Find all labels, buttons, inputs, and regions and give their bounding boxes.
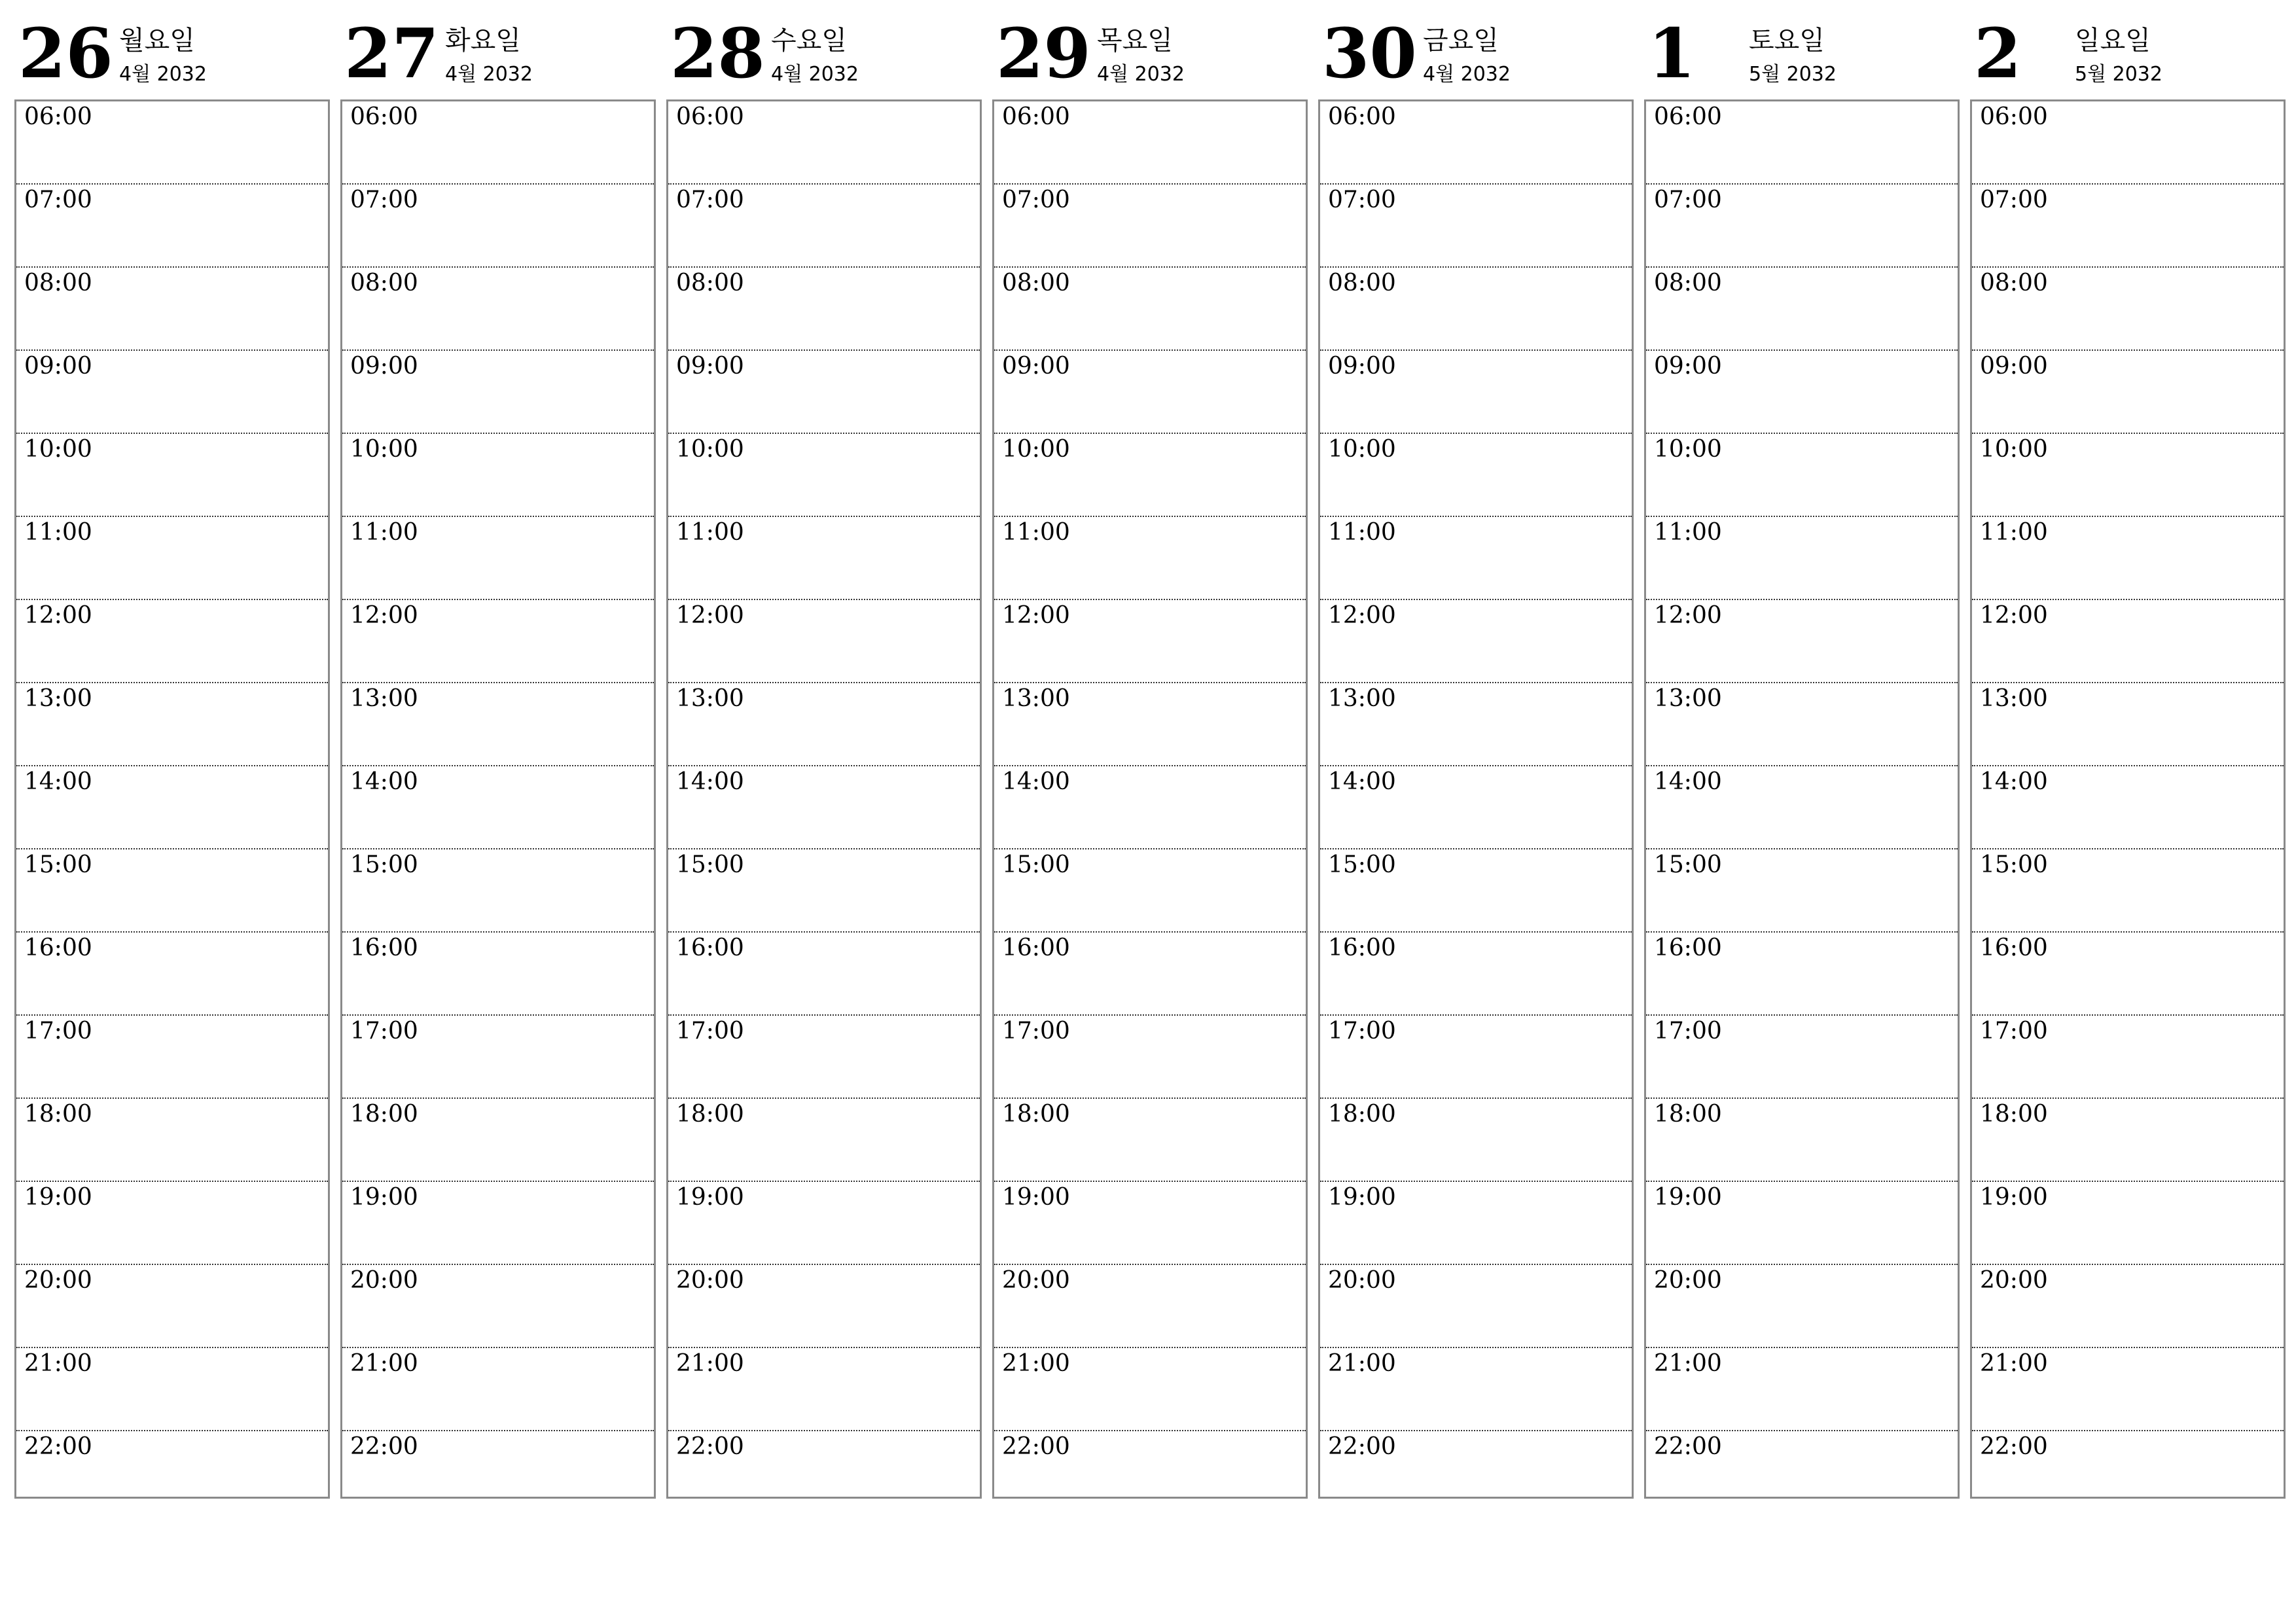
time-label: 16:00: [350, 935, 418, 961]
time-slot[interactable]: [342, 1099, 654, 1182]
time-slot[interactable]: [16, 1016, 328, 1099]
time-slot[interactable]: [1646, 1431, 1958, 1513]
day-header: [14, 0, 329, 99]
time-slots: [992, 99, 1308, 1499]
time-slot[interactable]: [342, 1265, 654, 1348]
time-label: 16:00: [676, 935, 744, 961]
time-label: 17:00: [24, 1018, 92, 1044]
day-header: [992, 0, 1306, 99]
time-label: 06:00: [1328, 103, 1396, 130]
time-label: 08:00: [1654, 270, 1722, 296]
time-label: 11:00: [1980, 519, 2048, 546]
time-slot[interactable]: [1646, 101, 1958, 185]
time-label: 14:00: [1002, 768, 1070, 795]
time-slot[interactable]: [342, 185, 654, 268]
month-year: 4월 2032: [771, 63, 859, 86]
time-label: 06:00: [24, 103, 92, 130]
time-slot[interactable]: [16, 1182, 328, 1265]
time-slot[interactable]: [342, 268, 654, 351]
time-slots: [1318, 99, 1634, 1499]
time-label: 09:00: [1654, 353, 1722, 380]
time-label: 08:00: [24, 270, 92, 296]
time-slot[interactable]: [994, 933, 1306, 1016]
day-header: [1318, 0, 1632, 99]
time-label: 15:00: [1002, 851, 1070, 878]
time-label: 16:00: [1980, 935, 2048, 961]
time-label: 20:00: [1328, 1267, 1396, 1294]
time-slot[interactable]: [1646, 933, 1958, 1016]
time-slot[interactable]: [1646, 1016, 1958, 1099]
time-slot[interactable]: [1972, 268, 2284, 351]
time-label: 18:00: [1002, 1101, 1070, 1128]
time-label: 14:00: [1980, 768, 2048, 795]
time-slot[interactable]: [668, 101, 980, 185]
time-slot[interactable]: [342, 766, 654, 849]
time-slot[interactable]: [16, 600, 328, 683]
time-label: 19:00: [1328, 1184, 1396, 1211]
month-year: 4월 2032: [119, 63, 207, 86]
time-label: 11:00: [24, 519, 92, 546]
time-slot[interactable]: [1320, 1348, 1632, 1431]
time-label: 22:00: [676, 1433, 744, 1460]
time-slot[interactable]: [16, 268, 328, 351]
time-label: 22:00: [350, 1433, 418, 1460]
time-slot[interactable]: [994, 268, 1306, 351]
time-label: 13:00: [676, 685, 744, 712]
day-column: [340, 0, 655, 1499]
time-slots: [340, 99, 656, 1499]
time-slot[interactable]: [16, 1348, 328, 1431]
time-label: 17:00: [350, 1018, 418, 1044]
time-label: 17:00: [1980, 1018, 2048, 1044]
time-label: 21:00: [1654, 1350, 1722, 1377]
time-slot[interactable]: [668, 1431, 980, 1513]
time-label: 15:00: [676, 851, 744, 878]
month-year: 4월 2032: [1097, 63, 1185, 86]
time-label: 10:00: [1002, 436, 1070, 463]
time-slot[interactable]: [668, 600, 980, 683]
time-label: 12:00: [350, 602, 418, 629]
time-slot[interactable]: [1972, 1431, 2284, 1513]
month-year: 5월 2032: [2075, 63, 2162, 86]
time-slot[interactable]: [1320, 517, 1632, 600]
time-slot[interactable]: [16, 683, 328, 766]
time-slot[interactable]: [1646, 1348, 1958, 1431]
time-slot[interactable]: [16, 933, 328, 1016]
day-column: [1970, 0, 2284, 1499]
time-label: 07:00: [24, 187, 92, 213]
time-slot[interactable]: [668, 434, 980, 517]
time-label: 07:00: [350, 187, 418, 213]
time-slot[interactable]: [994, 600, 1306, 683]
time-label: 17:00: [1654, 1018, 1722, 1044]
time-label: 17:00: [676, 1018, 744, 1044]
day-number: 30: [1322, 13, 1417, 94]
time-slot[interactable]: [668, 1099, 980, 1182]
time-label: 19:00: [676, 1184, 744, 1211]
time-label: 18:00: [1654, 1101, 1722, 1128]
time-label: 08:00: [1328, 270, 1396, 296]
time-slot[interactable]: [1320, 434, 1632, 517]
time-slot[interactable]: [1972, 1348, 2284, 1431]
weekday-name: 금요일: [1423, 26, 1499, 56]
time-label: 15:00: [1654, 851, 1722, 878]
time-label: 21:00: [1980, 1350, 2048, 1377]
time-slot[interactable]: [1320, 683, 1632, 766]
time-label: 13:00: [1002, 685, 1070, 712]
time-slot[interactable]: [1320, 185, 1632, 268]
time-slot[interactable]: [1320, 600, 1632, 683]
time-slot[interactable]: [668, 1348, 980, 1431]
time-slot[interactable]: [16, 185, 328, 268]
time-label: 21:00: [350, 1350, 418, 1377]
time-slot[interactable]: [16, 1265, 328, 1348]
day-number: 26: [18, 13, 113, 94]
time-label: 22:00: [1654, 1433, 1722, 1460]
time-label: 14:00: [24, 768, 92, 795]
time-slot[interactable]: [16, 849, 328, 933]
time-label: 22:00: [1002, 1433, 1070, 1460]
time-slot[interactable]: [1972, 351, 2284, 434]
time-label: 17:00: [1002, 1018, 1070, 1044]
weekday-name: 일요일: [2075, 26, 2151, 56]
time-label: 22:00: [24, 1433, 92, 1460]
time-label: 10:00: [1654, 436, 1722, 463]
time-label: 20:00: [676, 1267, 744, 1294]
time-label: 11:00: [350, 519, 418, 546]
time-label: 11:00: [1002, 519, 1070, 546]
time-slots: [1644, 99, 1960, 1499]
time-slot[interactable]: [1972, 683, 2284, 766]
time-slot[interactable]: [1972, 600, 2284, 683]
time-label: 06:00: [350, 103, 418, 130]
day-number: 1: [1648, 13, 1696, 94]
time-label: 09:00: [1980, 353, 2048, 380]
time-label: 08:00: [1002, 270, 1070, 296]
time-label: 13:00: [24, 685, 92, 712]
month-year: 4월 2032: [445, 63, 533, 86]
time-label: 16:00: [24, 935, 92, 961]
time-label: 14:00: [676, 768, 744, 795]
time-label: 21:00: [1002, 1350, 1070, 1377]
time-slot[interactable]: [1320, 1265, 1632, 1348]
time-slot[interactable]: [16, 517, 328, 600]
time-label: 06:00: [1980, 103, 2048, 130]
time-label: 12:00: [1980, 602, 2048, 629]
time-label: 06:00: [676, 103, 744, 130]
time-label: 15:00: [1328, 851, 1396, 878]
time-slot[interactable]: [1646, 600, 1958, 683]
time-label: 06:00: [1654, 103, 1722, 130]
time-label: 18:00: [1328, 1101, 1396, 1128]
time-label: 14:00: [1328, 768, 1396, 795]
time-label: 09:00: [350, 353, 418, 380]
time-slot[interactable]: [1320, 268, 1632, 351]
time-label: 09:00: [1002, 353, 1070, 380]
time-slot[interactable]: [994, 1099, 1306, 1182]
day-column: [992, 0, 1306, 1499]
day-column: [1318, 0, 1632, 1499]
time-label: 09:00: [676, 353, 744, 380]
time-label: 10:00: [24, 436, 92, 463]
time-slot[interactable]: [342, 1348, 654, 1431]
time-slot[interactable]: [1646, 517, 1958, 600]
weekday-name: 월요일: [119, 26, 195, 56]
time-label: 20:00: [24, 1267, 92, 1294]
time-label: 13:00: [1654, 685, 1722, 712]
time-slot[interactable]: [668, 1182, 980, 1265]
time-slot[interactable]: [16, 1099, 328, 1182]
time-label: 07:00: [1002, 187, 1070, 213]
time-label: 18:00: [24, 1101, 92, 1128]
time-slot[interactable]: [342, 933, 654, 1016]
time-label: 13:00: [1328, 685, 1396, 712]
time-slot[interactable]: [1320, 933, 1632, 1016]
time-label: 11:00: [1328, 519, 1396, 546]
time-label: 14:00: [1654, 768, 1722, 795]
time-slot[interactable]: [16, 1431, 328, 1513]
time-slot[interactable]: [668, 517, 980, 600]
time-label: 12:00: [1002, 602, 1070, 629]
time-slot[interactable]: [1972, 517, 2284, 600]
time-label: 11:00: [1654, 519, 1722, 546]
time-slot[interactable]: [994, 1431, 1306, 1513]
time-slot[interactable]: [1646, 434, 1958, 517]
time-slot[interactable]: [1972, 434, 2284, 517]
time-label: 18:00: [676, 1101, 744, 1128]
time-label: 19:00: [350, 1184, 418, 1211]
time-slot[interactable]: [1320, 1016, 1632, 1099]
time-slot[interactable]: [1646, 185, 1958, 268]
time-slot[interactable]: [1646, 1265, 1958, 1348]
time-slot[interactable]: [342, 101, 654, 185]
time-slot[interactable]: [994, 434, 1306, 517]
time-label: 10:00: [350, 436, 418, 463]
time-label: 11:00: [676, 519, 744, 546]
time-slots: [1970, 99, 2286, 1499]
time-slot[interactable]: [994, 1348, 1306, 1431]
time-label: 13:00: [1980, 685, 2048, 712]
time-label: 18:00: [350, 1101, 418, 1128]
day-column: [666, 0, 980, 1499]
time-slot[interactable]: [16, 351, 328, 434]
time-slot[interactable]: [342, 434, 654, 517]
time-label: 15:00: [350, 851, 418, 878]
month-year: 4월 2032: [1423, 63, 1511, 86]
time-slot[interactable]: [994, 766, 1306, 849]
time-slot[interactable]: [1646, 1182, 1958, 1265]
time-slot[interactable]: [1320, 1431, 1632, 1513]
time-slot[interactable]: [1646, 849, 1958, 933]
time-slot[interactable]: [1972, 849, 2284, 933]
time-slot[interactable]: [1320, 1099, 1632, 1182]
time-slot[interactable]: [1646, 683, 1958, 766]
day-number: 27: [344, 13, 439, 94]
day-column: [14, 0, 329, 1499]
time-slot[interactable]: [1646, 351, 1958, 434]
time-slot[interactable]: [1972, 766, 2284, 849]
time-label: 07:00: [1328, 187, 1396, 213]
time-slot[interactable]: [342, 1431, 654, 1513]
time-label: 10:00: [1980, 436, 2048, 463]
time-slot[interactable]: [994, 1016, 1306, 1099]
time-slot[interactable]: [668, 849, 980, 933]
time-label: 12:00: [676, 602, 744, 629]
time-slots: [14, 99, 330, 1499]
day-number: 28: [670, 13, 765, 94]
time-slot[interactable]: [668, 933, 980, 1016]
time-slot[interactable]: [342, 600, 654, 683]
time-label: 22:00: [1328, 1433, 1396, 1460]
time-label: 09:00: [1328, 353, 1396, 380]
time-slot[interactable]: [1320, 1182, 1632, 1265]
time-label: 08:00: [350, 270, 418, 296]
time-label: 16:00: [1002, 935, 1070, 961]
day-header: [340, 0, 655, 99]
time-label: 21:00: [676, 1350, 744, 1377]
day-header: [666, 0, 980, 99]
time-slot[interactable]: [342, 1182, 654, 1265]
time-slot[interactable]: [668, 185, 980, 268]
time-slot[interactable]: [668, 351, 980, 434]
time-label: 17:00: [1328, 1018, 1396, 1044]
time-label: 21:00: [24, 1350, 92, 1377]
weekday-name: 목요일: [1097, 26, 1173, 56]
time-slot[interactable]: [1972, 185, 2284, 268]
time-label: 08:00: [1980, 270, 2048, 296]
time-slot[interactable]: [1646, 766, 1958, 849]
time-slot[interactable]: [1646, 268, 1958, 351]
time-slot[interactable]: [1972, 101, 2284, 185]
time-slot[interactable]: [342, 1016, 654, 1099]
time-label: 07:00: [1980, 187, 2048, 213]
month-year: 5월 2032: [1749, 63, 1837, 86]
time-slot[interactable]: [994, 185, 1306, 268]
time-label: 07:00: [676, 187, 744, 213]
time-slot[interactable]: [342, 517, 654, 600]
time-slot[interactable]: [1320, 101, 1632, 185]
time-label: 10:00: [1328, 436, 1396, 463]
time-slot[interactable]: [994, 101, 1306, 185]
time-slot[interactable]: [1320, 766, 1632, 849]
day-number: 29: [996, 13, 1091, 94]
time-slot[interactable]: [994, 351, 1306, 434]
time-slot[interactable]: [668, 766, 980, 849]
time-label: 15:00: [24, 851, 92, 878]
time-label: 18:00: [1980, 1101, 2048, 1128]
time-label: 16:00: [1328, 935, 1396, 961]
time-slots: [666, 99, 982, 1499]
time-slot[interactable]: [1972, 933, 2284, 1016]
weekday-name: 토요일: [1749, 26, 1825, 56]
time-label: 15:00: [1980, 851, 2048, 878]
time-label: 20:00: [1654, 1267, 1722, 1294]
time-slot[interactable]: [16, 101, 328, 185]
time-slot[interactable]: [1646, 1099, 1958, 1182]
time-slot[interactable]: [1972, 1016, 2284, 1099]
time-label: 08:00: [676, 270, 744, 296]
time-slot[interactable]: [1972, 1182, 2284, 1265]
time-label: 12:00: [1654, 602, 1722, 629]
time-label: 09:00: [24, 353, 92, 380]
time-slot[interactable]: [994, 1265, 1306, 1348]
time-slot[interactable]: [342, 683, 654, 766]
time-slot[interactable]: [668, 268, 980, 351]
time-label: 20:00: [1002, 1267, 1070, 1294]
time-label: 19:00: [1654, 1184, 1722, 1211]
time-slot[interactable]: [342, 849, 654, 933]
day-column: [1644, 0, 1958, 1499]
time-slot[interactable]: [16, 434, 328, 517]
time-label: 12:00: [1328, 602, 1396, 629]
weekday-name: 수요일: [771, 26, 847, 56]
time-slot[interactable]: [994, 517, 1306, 600]
time-label: 22:00: [1980, 1433, 2048, 1460]
time-label: 06:00: [1002, 103, 1070, 130]
day-number: 2: [1974, 13, 2022, 94]
time-slot[interactable]: [994, 683, 1306, 766]
weekday-name: 화요일: [445, 26, 521, 56]
time-slot[interactable]: [1320, 351, 1632, 434]
time-slot[interactable]: [668, 1265, 980, 1348]
time-label: 14:00: [350, 768, 418, 795]
time-label: 20:00: [1980, 1267, 2048, 1294]
time-slot[interactable]: [16, 766, 328, 849]
time-label: 19:00: [1980, 1184, 2048, 1211]
time-slot[interactable]: [342, 351, 654, 434]
time-slot[interactable]: [994, 1182, 1306, 1265]
time-slot[interactable]: [668, 683, 980, 766]
day-header: [1970, 0, 2284, 99]
time-label: 12:00: [24, 602, 92, 629]
time-label: 10:00: [676, 436, 744, 463]
day-header: [1644, 0, 1958, 99]
time-slot[interactable]: [1320, 849, 1632, 933]
time-slot[interactable]: [994, 849, 1306, 933]
time-slot[interactable]: [668, 1016, 980, 1099]
time-label: 07:00: [1654, 187, 1722, 213]
time-label: 20:00: [350, 1267, 418, 1294]
time-label: 21:00: [1328, 1350, 1396, 1377]
time-slot[interactable]: [1972, 1099, 2284, 1182]
time-label: 19:00: [1002, 1184, 1070, 1211]
time-label: 19:00: [24, 1184, 92, 1211]
time-label: 16:00: [1654, 935, 1722, 961]
time-label: 13:00: [350, 685, 418, 712]
time-slot[interactable]: [1972, 1265, 2284, 1348]
